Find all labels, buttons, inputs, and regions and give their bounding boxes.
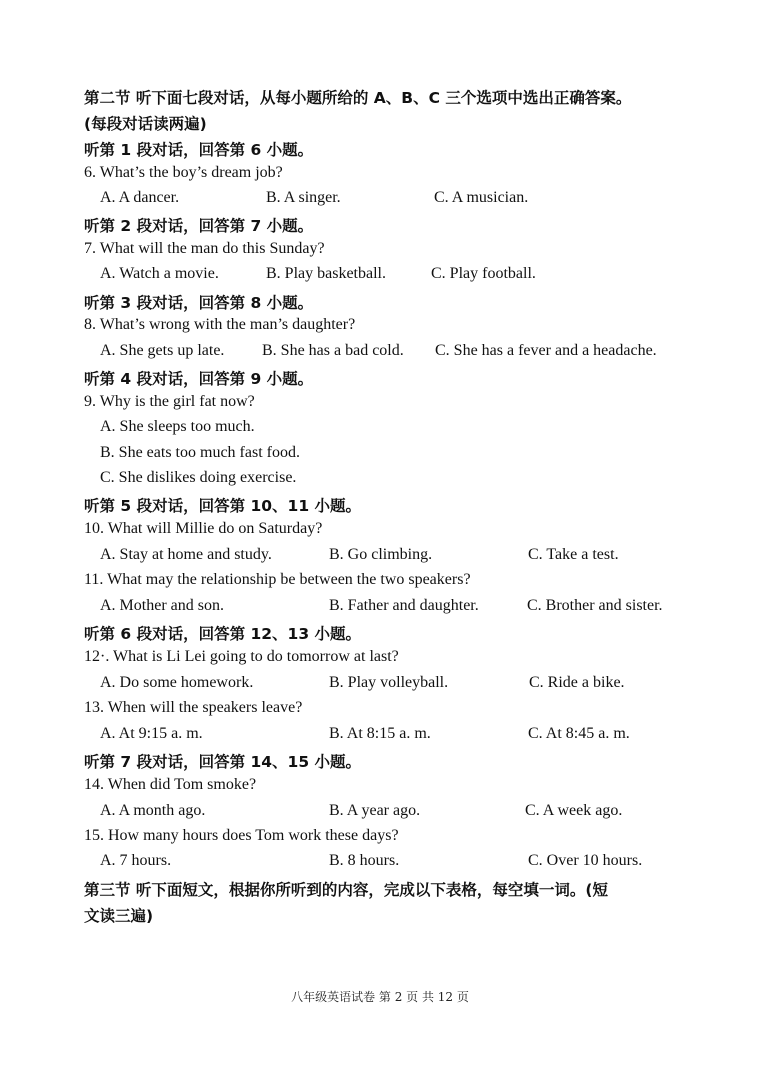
option-a: A. Mother and son. [100, 597, 224, 614]
option-b: B. She eats too much fast food. [100, 444, 300, 461]
question-text: 12·. What is Li Lei going to do tomorrow at last? [84, 648, 399, 665]
question-text: 13. When will the speakers leave? [84, 699, 303, 716]
option-c: C. Take a test. [528, 546, 619, 563]
question-text: 7. What will the man do this Sunday? [84, 240, 325, 257]
dialogue-intro: 听第 5 段对话，回答第 10、11 小题。 [84, 497, 362, 515]
section2-heading: 第二节 听下面七段对话，从每小题所给的 A、B、C 三个选项中选出正确答案。 [84, 89, 632, 107]
option-b: B. Play basketball. [266, 265, 386, 282]
option-c: C. A musician. [434, 189, 529, 206]
dialogue-intro: 听第 6 段对话，回答第 12、13 小题。 [84, 625, 362, 643]
option-b: B. Go climbing. [329, 546, 433, 563]
section3-heading: 第三节 听下面短文，根据你所听到的内容，完成以下表格，每空填一词。(短 [84, 881, 608, 899]
option-a: A. Watch a movie. [100, 265, 219, 282]
option-a: A. At 9:15 a. m. [100, 725, 203, 742]
question-text: 10. What will Millie do on Saturday? [84, 520, 323, 537]
question-text: 6. What’s the boy’s dream job? [84, 164, 283, 181]
section2-heading-note: (每段对话读两遍) [84, 115, 207, 133]
option-b: B. At 8:15 a. m. [329, 725, 431, 742]
dialogue-intro: 听第 7 段对话，回答第 14、15 小题。 [84, 753, 362, 771]
question-text: 15. How many hours does Tom work these days? [84, 827, 399, 844]
option-c: C. A week ago. [525, 802, 623, 819]
option-b: B. Play volleyball. [329, 674, 449, 691]
option-b: B. A year ago. [329, 802, 421, 819]
option-b: B. Father and daughter. [329, 597, 479, 614]
dialogue-intro: 听第 3 段对话，回答第 8 小题。 [84, 294, 314, 312]
question-text: 8. What’s wrong with the man’s daughter? [84, 316, 356, 333]
dialogue-intro: 听第 2 段对话，回答第 7 小题。 [84, 217, 314, 235]
question-text: 11. What may the relationship be between the two speakers? [84, 571, 471, 588]
question-text: 14. When did Tom smoke? [84, 776, 257, 793]
option-c: C. Brother and sister. [527, 597, 663, 614]
option-a: A. She gets up late. [100, 342, 225, 359]
option-c: C. At 8:45 a. m. [528, 725, 630, 742]
dialogue-intro: 听第 1 段对话，回答第 6 小题。 [84, 141, 314, 159]
option-b: B. 8 hours. [329, 852, 400, 869]
dialogue-intro: 听第 4 段对话，回答第 9 小题。 [84, 370, 314, 388]
option-c: C. Ride a bike. [529, 674, 625, 691]
option-c: C. Over 10 hours. [528, 852, 643, 869]
option-a: A. Do some homework. [100, 674, 254, 691]
question-text: 9. Why is the girl fat now? [84, 393, 255, 410]
option-a: A. Stay at home and study. [100, 546, 272, 563]
option-a: A. She sleeps too much. [100, 418, 255, 435]
option-a: A. 7 hours. [100, 852, 172, 869]
section3-heading-note: 文读三遍) [84, 907, 154, 925]
option-c: C. She dislikes doing exercise. [100, 469, 297, 486]
option-c: C. Play football. [431, 265, 536, 282]
option-a: A. A dancer. [100, 189, 180, 206]
option-b: B. A singer. [266, 189, 341, 206]
option-b: B. She has a bad cold. [262, 342, 404, 359]
option-a: A. A month ago. [100, 802, 206, 819]
option-c: C. She has a fever and a headache. [435, 342, 657, 359]
page-footer: 八年级英语试卷 第 2 页 共 12 页 [291, 990, 469, 1004]
